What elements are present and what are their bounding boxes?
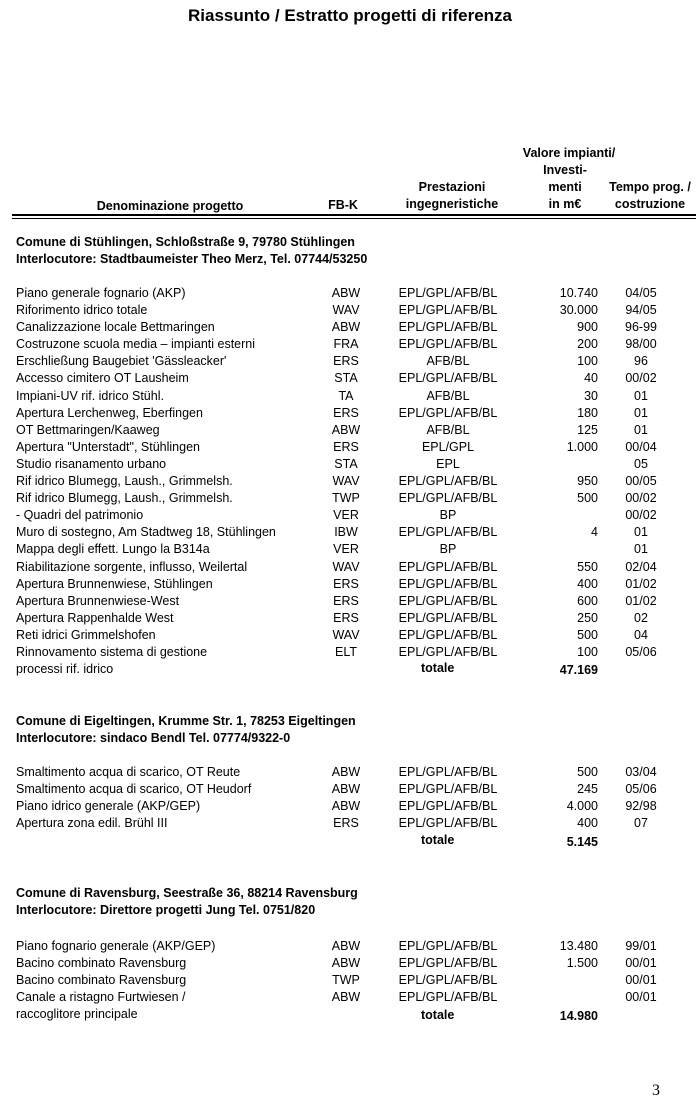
table-row (16, 456, 696, 473)
table-row (16, 955, 696, 972)
fbk-code: ERS (333, 576, 359, 591)
project-name: Muro di sostegno, Am Stadtweg 18, Stühlingen (16, 525, 276, 540)
project-name: Erschließung Baugebiet 'Gässleacker' (16, 354, 227, 369)
fbk-code: WAV (332, 303, 360, 318)
header-tempo-line2: costruzione (614, 197, 686, 211)
project-name: Canale a ristagno Furtwiesen / (16, 990, 186, 1005)
project-rows (16, 938, 696, 1006)
prestazioni-cell: EPL/GPL/AFB/BL (398, 593, 498, 608)
table-row (16, 798, 696, 815)
valore-cell: 100 (577, 354, 598, 369)
table-row (16, 422, 696, 439)
table-row (16, 593, 696, 610)
valore-cell: 125 (577, 422, 598, 437)
valore-cell: 180 (577, 405, 598, 420)
header-prestazioni-line1: Prestazioni (418, 180, 486, 194)
fbk-code: ABW (331, 990, 361, 1005)
table-row (16, 370, 696, 387)
project-name: Riforimento idrico totale (16, 303, 148, 318)
fbk-code: TWP (332, 491, 360, 506)
table-row (16, 285, 696, 302)
prestazioni-cell: EPL/GPL (421, 439, 475, 454)
header-investimenti (520, 162, 610, 213)
tempo-cell: 07 (634, 816, 648, 831)
tempo-cell: 03/04 (625, 765, 657, 779)
prestazioni-cell: EPL/GPL/AFB/BL (398, 644, 498, 659)
table-row (16, 388, 696, 405)
table-row (16, 473, 696, 490)
header-denominazione: Denominazione progetto (96, 199, 244, 213)
valore-cell: 1.500 (566, 956, 598, 971)
prestazioni-cell: AFB/BL (426, 422, 470, 437)
prestazioni-cell: EPL/GPL/AFB/BL (398, 320, 498, 335)
valore-cell: 600 (577, 593, 598, 608)
table-row (16, 541, 696, 558)
header-fbk: FB-K (328, 198, 358, 212)
valore-cell: 4 (591, 525, 598, 540)
document-title: Riassunto / Estratto progetti di riferenza (188, 6, 512, 25)
prestazioni-cell: AFB/BL (426, 388, 470, 403)
valore-cell: 40 (584, 371, 598, 386)
project-name: Studio risanamento urbano (16, 456, 167, 471)
prestazioni-cell: EPL/GPL/AFB/BL (398, 559, 498, 574)
section-stuhlingen (16, 234, 696, 677)
table-row (16, 764, 696, 781)
prestazioni-cell: EPL/GPL/AFB/BL (398, 576, 498, 591)
fbk-code: ABW (331, 939, 361, 953)
header-investimenti-line3: in m€ (548, 197, 582, 211)
valore-cell: 500 (577, 491, 598, 506)
fbk-code: ABW (331, 286, 361, 300)
table-row (16, 302, 696, 319)
table-row (16, 781, 696, 798)
project-name: Apertura Rappenhalde West (16, 610, 174, 625)
prestazioni-cell: EPL/GPL/AFB/BL (398, 405, 498, 420)
project-name: Apertura zona edil. Brühl III (16, 816, 168, 831)
fbk-code: ERS (333, 593, 359, 608)
header-tempo-line1: Tempo prog. / (609, 180, 691, 194)
project-name: Apertura "Unterstadt", Stühlingen (16, 439, 200, 454)
section-extra-line: raccoglitore principale (16, 1007, 138, 1021)
project-name: Rif idrico Blumegg, Laush., Grimmelsh. (16, 491, 233, 506)
prestazioni-cell: EPL/GPL/AFB/BL (398, 973, 498, 988)
project-name: Smaltimento acqua di scarico, OT Heudorf (16, 782, 252, 797)
prestazioni-cell: EPL/GPL/AFB/BL (398, 525, 498, 540)
fbk-code: FRA (333, 337, 359, 352)
prestazioni-cell: EPL/GPL/AFB/BL (398, 474, 498, 489)
header-prestazioni (382, 179, 522, 213)
prestazioni-cell: EPL/GPL/AFB/BL (398, 371, 498, 386)
section-total-label: totale (421, 833, 455, 847)
fbk-code: VER (333, 542, 359, 557)
valore-cell: 4.000 (566, 799, 598, 814)
valore-cell: 30.000 (559, 303, 598, 318)
section-total-value: 5.145 (566, 835, 598, 849)
tempo-cell: 04 (634, 627, 648, 642)
table-row (16, 353, 696, 370)
project-name: Rif idrico Blumegg, Laush., Grimmelsh. (16, 474, 233, 489)
project-name: Accesso cimitero OT Lausheim (16, 371, 189, 386)
valore-cell: 200 (577, 337, 598, 352)
section-address: Comune di Eigeltingen, Krumme Str. 1, 78253 Eigeltingen (16, 714, 356, 728)
prestazioni-cell: AFB/BL (426, 354, 470, 369)
table-row (16, 989, 696, 1006)
prestazioni-cell: EPL/GPL/AFB/BL (398, 765, 498, 779)
tempo-cell: 02 (634, 610, 648, 625)
valore-cell: 100 (577, 644, 598, 659)
tempo-cell: 99/01 (625, 939, 657, 953)
tempo-cell: 00/04 (625, 439, 657, 454)
tempo-cell: 96-99 (625, 320, 657, 335)
section-total-value: 47.169 (559, 663, 598, 677)
section-address: Comune di Stühlingen, Schloßstraße 9, 79780 Stühlingen (16, 235, 355, 249)
prestazioni-cell: BP (439, 542, 457, 557)
fbk-code: ERS (333, 439, 359, 454)
table-row (16, 490, 696, 507)
table-row (16, 576, 696, 593)
valore-cell: 550 (577, 559, 598, 574)
valore-cell: 10.740 (559, 286, 598, 300)
prestazioni-cell: EPL/GPL/AFB/BL (398, 939, 498, 953)
project-name: Impiani-UV rif. idrico Stühl. (16, 388, 164, 403)
prestazioni-cell: EPL/GPL/AFB/BL (398, 799, 498, 814)
project-rows (16, 285, 696, 661)
section-contact: Interlocutore: Direttore progetti Jung Tel. 0751/820 (16, 903, 316, 917)
tempo-cell: 00/01 (625, 956, 657, 971)
table-row (16, 972, 696, 989)
project-name: Riabilitazione sorgente, influsso, Weilertal (16, 559, 248, 574)
fbk-code: ERS (333, 405, 359, 420)
fbk-code: IBW (334, 525, 358, 540)
fbk-code: TWP (332, 973, 360, 988)
tempo-cell: 02/04 (625, 559, 657, 574)
table-row (16, 507, 696, 524)
valore-cell: 900 (577, 320, 598, 335)
tempo-cell: 01/02 (625, 576, 657, 591)
fbk-code: ABW (331, 956, 361, 971)
project-rows (16, 764, 696, 832)
table-row (16, 815, 696, 832)
tempo-cell: 00/02 (625, 491, 657, 506)
fbk-code: VER (333, 508, 359, 523)
section-ravensburg (16, 885, 696, 1023)
fbk-code: WAV (332, 627, 360, 642)
table-row (16, 524, 696, 541)
fbk-code: ABW (331, 320, 361, 335)
header-investimenti-line1: Investi- (543, 163, 587, 177)
tempo-cell: 01 (634, 388, 648, 403)
tempo-cell: 00/05 (625, 474, 657, 489)
project-name: Smaltimento acqua di scarico, OT Reute (16, 765, 241, 779)
valore-cell: 500 (577, 627, 598, 642)
header-valore (510, 145, 628, 162)
prestazioni-cell: EPL (436, 456, 460, 471)
table-row (16, 559, 696, 576)
tempo-cell: 05 (634, 456, 648, 471)
section-eigeltingen (16, 713, 696, 849)
tempo-cell: 01 (634, 525, 648, 540)
project-name: Costruzone scuola media – impianti esterni (16, 337, 256, 352)
header-valore-line1: Valore impianti/ (522, 146, 616, 160)
fbk-code: STA (334, 456, 358, 471)
fbk-code: ABW (331, 422, 361, 437)
valore-cell: 950 (577, 474, 598, 489)
header-prestazioni-line2: ingegneristiche (405, 197, 499, 211)
project-name: OT Bettmaringen/Kaaweg (16, 422, 160, 437)
header-rule-thin (12, 218, 696, 219)
prestazioni-cell: EPL/GPL/AFB/BL (398, 303, 498, 318)
header-investimenti-line2: menti (548, 180, 582, 194)
valore-cell: 245 (577, 782, 598, 797)
project-name: Piano idrico generale (AKP/GEP) (16, 799, 201, 814)
valore-cell: 400 (577, 576, 598, 591)
tempo-cell: 05/06 (625, 782, 657, 797)
table-row (16, 319, 696, 336)
valore-cell: 1.000 (566, 439, 598, 454)
section-address: Comune di Ravensburg, Seestraße 36, 88214 Ravensburg (16, 886, 358, 900)
fbk-code: ABW (331, 782, 361, 797)
valore-cell: 13.480 (559, 939, 598, 953)
section-total-label: totale (421, 661, 455, 675)
tempo-cell: 01 (634, 405, 648, 420)
fbk-code: ERS (333, 610, 359, 625)
tempo-cell: 01 (634, 422, 648, 437)
project-name: - Quadri del patrimonio (16, 508, 144, 523)
table-row (16, 405, 696, 422)
project-name: Apertura Brunnenwiese, Stühlingen (16, 576, 213, 591)
prestazioni-cell: EPL/GPL/AFB/BL (398, 782, 498, 797)
project-name: Apertura Brunnenwiese-West (16, 593, 180, 608)
fbk-code: ELT (335, 644, 357, 659)
tempo-cell: 05/06 (625, 644, 657, 659)
header-tempo (600, 179, 700, 213)
prestazioni-cell: EPL/GPL/AFB/BL (398, 610, 498, 625)
valore-cell: 250 (577, 610, 598, 625)
table-row (16, 938, 696, 955)
prestazioni-cell: EPL/GPL/AFB/BL (398, 990, 498, 1005)
section-total-label: totale (421, 1008, 455, 1022)
tempo-cell: 01 (634, 542, 648, 557)
fbk-code: WAV (332, 559, 360, 574)
section-extra-line: processi rif. idrico (16, 662, 114, 676)
fbk-code: ABW (331, 799, 361, 814)
project-name: Piano generale fognario (AKP) (16, 286, 186, 300)
header-rule-thick (12, 214, 696, 216)
fbk-code: ABW (331, 765, 361, 779)
prestazioni-cell: BP (439, 508, 457, 523)
prestazioni-cell: EPL/GPL/AFB/BL (398, 491, 498, 506)
project-name: Bacino combinato Ravensburg (16, 956, 187, 971)
table-row (16, 627, 696, 644)
project-name: Mappa degli effett. Lungo la B314a (16, 542, 210, 557)
section-contact: Interlocutore: Stadtbaumeister Theo Merz, Tel. 07744/53250 (16, 252, 368, 266)
section-total-value: 14.980 (559, 1009, 598, 1023)
tempo-cell: 92/98 (625, 799, 657, 814)
tempo-cell: 01/02 (625, 593, 657, 608)
tempo-cell: 94/05 (625, 303, 657, 318)
tempo-cell: 96 (634, 354, 648, 369)
fbk-code: ERS (333, 816, 359, 831)
valore-cell: 30 (584, 388, 598, 403)
prestazioni-cell: EPL/GPL/AFB/BL (398, 286, 498, 300)
fbk-code: WAV (332, 474, 360, 489)
table-row (16, 336, 696, 353)
tempo-cell: 04/05 (625, 286, 657, 300)
table-row (16, 439, 696, 456)
project-name: Canalizzazione locale Bettmaringen (16, 320, 215, 335)
project-name: Rinnovamento sistema di gestione (16, 644, 208, 659)
table-row (16, 644, 696, 661)
tempo-cell: 00/02 (625, 371, 657, 386)
tempo-cell: 00/02 (625, 508, 657, 523)
tempo-cell: 00/01 (625, 990, 657, 1005)
table-row (16, 610, 696, 627)
project-name: Apertura Lerchenweg, Eberfingen (16, 405, 203, 420)
prestazioni-cell: EPL/GPL/AFB/BL (398, 337, 498, 352)
fbk-code: STA (334, 371, 358, 386)
page-number: 3 (652, 1082, 660, 1099)
project-name: Piano fognario generale (AKP/GEP) (16, 939, 216, 953)
tempo-cell: 00/01 (625, 973, 657, 988)
valore-cell: 500 (577, 765, 598, 779)
project-name: Bacino combinato Ravensburg (16, 973, 187, 988)
project-name: Reti idrici Grimmelshofen (16, 627, 156, 642)
tempo-cell: 98/00 (625, 337, 657, 352)
prestazioni-cell: EPL/GPL/AFB/BL (398, 956, 498, 971)
valore-cell: 400 (577, 816, 598, 831)
prestazioni-cell: EPL/GPL/AFB/BL (398, 627, 498, 642)
prestazioni-cell: EPL/GPL/AFB/BL (398, 816, 498, 831)
fbk-code: ERS (333, 354, 359, 369)
fbk-code: TA (338, 388, 354, 403)
section-contact: Interlocutore: sindaco Bendl Tel. 07774/9322-0 (16, 731, 291, 745)
